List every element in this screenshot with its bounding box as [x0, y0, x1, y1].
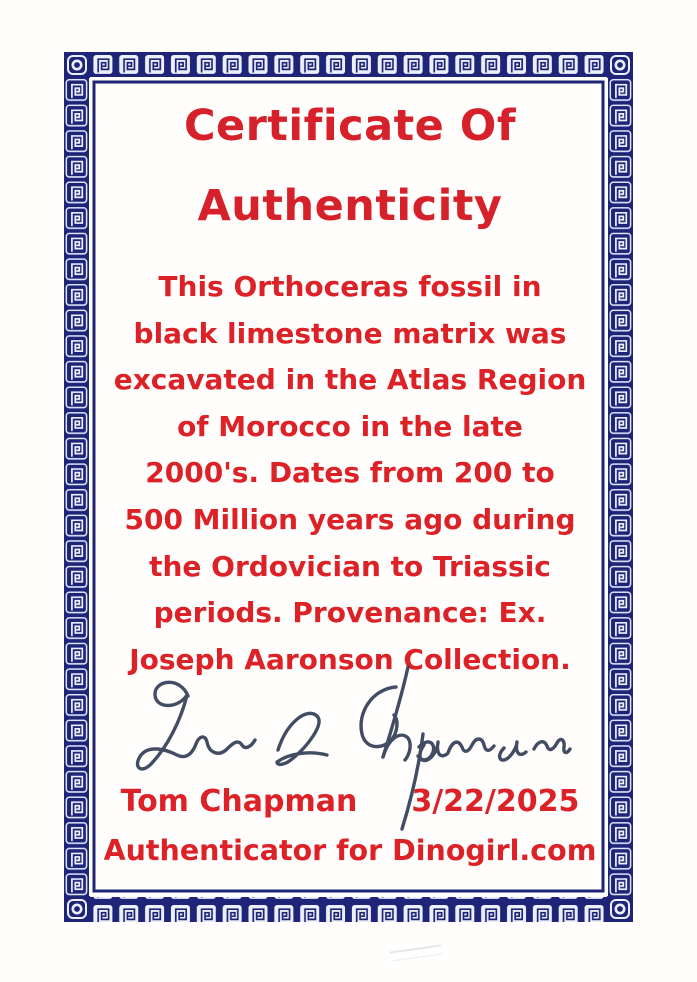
border-strip-top [90, 52, 607, 77]
scan-smudge [390, 944, 443, 961]
body-line: Joseph Aaronson Collection. [129, 642, 571, 676]
corner-ring-icon [607, 52, 633, 78]
body-line: This Orthoceras fossil in [158, 270, 542, 303]
signer-role: Authenticator for Dinogirl.com [103, 834, 597, 867]
body-line: the Ordovician to Triassic [149, 549, 551, 583]
signature-handwriting [126, 662, 572, 838]
body-line: 500 Million years ago during [124, 502, 576, 536]
border-strip-right [608, 77, 633, 897]
title-line-2: Authenticity [197, 181, 503, 231]
body-line: black limestone matrix was [133, 316, 567, 350]
certificate-body [90, 264, 610, 683]
body-line: periods. Provenance: Ex. [153, 596, 547, 630]
title-line-1: Certificate Of [183, 101, 517, 151]
corner-ring-icon [607, 896, 633, 922]
certificate-title [96, 86, 604, 246]
signature-date: 3/22/2025 [411, 784, 580, 819]
certificate-content [96, 84, 604, 894]
border-strip-left [64, 77, 89, 897]
body-line: 2000's. Dates from 200 to [145, 456, 555, 490]
signer-name: Tom Chapman [120, 784, 358, 819]
corner-ring-icon [64, 896, 90, 922]
body-line: of Morocco in the late [177, 409, 523, 443]
corner-ring-icon [64, 52, 90, 78]
body-line: excavated in the Atlas Region [113, 363, 587, 397]
border-strip-bottom [90, 897, 607, 922]
